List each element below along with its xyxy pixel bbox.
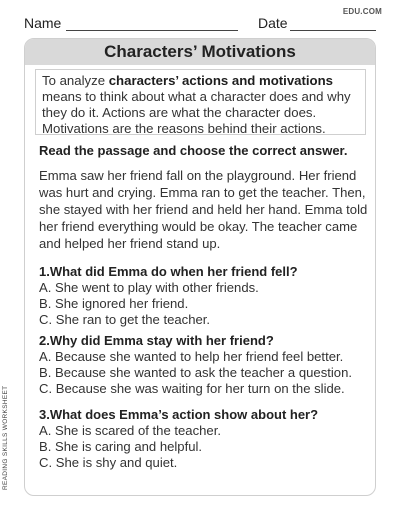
worksheet-frame: [24, 38, 376, 496]
directions: Read the passage and choose the correct answer.: [39, 143, 348, 158]
option-a: A. She is scared of the teacher.: [39, 423, 221, 438]
option-c: C. Because she was waiting for her turn on the slide.: [39, 381, 345, 396]
date-label: Date: [258, 15, 288, 31]
option-c: C. She ran to get the teacher.: [39, 312, 211, 327]
question-text: 3.What does Emma’s action show about her?: [39, 407, 319, 422]
option-b: B. She ignored her friend.: [39, 296, 189, 311]
intro-text-before: To analyze: [42, 73, 109, 88]
name-line: [66, 30, 238, 31]
option-b: B. She is caring and helpful.: [39, 439, 203, 454]
option-b: B. Because she wanted to ask the teacher a question.: [39, 365, 352, 380]
intro-text-after: means to think about what a character does and why they do it. Actions are what the character does. Motivations are the reasons behind their actions.: [42, 89, 351, 136]
name-label: Name: [24, 15, 62, 31]
option-c: C. She is shy and quiet.: [39, 455, 178, 470]
date-line: [290, 30, 376, 31]
question-text: 1.What did Emma do when her friend fell?: [39, 264, 298, 279]
option-a: A. She went to play with other friends.: [39, 280, 259, 295]
intro-box: [35, 69, 366, 135]
passage: Emma saw her friend fall on the playground. Her friend was hurt and crying. Emma ran to get the teacher. Then, she stayed with her friend and held her hand. Emma told her friend everything would be okay. The teacher came and helped her friend stand up.: [39, 168, 368, 251]
option-a: A. Because she wanted to help her friend feel better.: [39, 349, 344, 364]
question-text: 2.Why did Emma stay with her friend?: [39, 333, 274, 348]
question-2: [39, 332, 371, 397]
edu-logo: EDU.COM: [342, 7, 382, 16]
question-1: [39, 263, 371, 328]
worksheet-title: Characters’ Motivations: [25, 39, 375, 65]
side-label: READING SKILLS WORKSHEET: [2, 385, 9, 490]
question-3: [39, 406, 371, 471]
intro-text-bold: characters’ actions and motivations: [108, 73, 333, 88]
